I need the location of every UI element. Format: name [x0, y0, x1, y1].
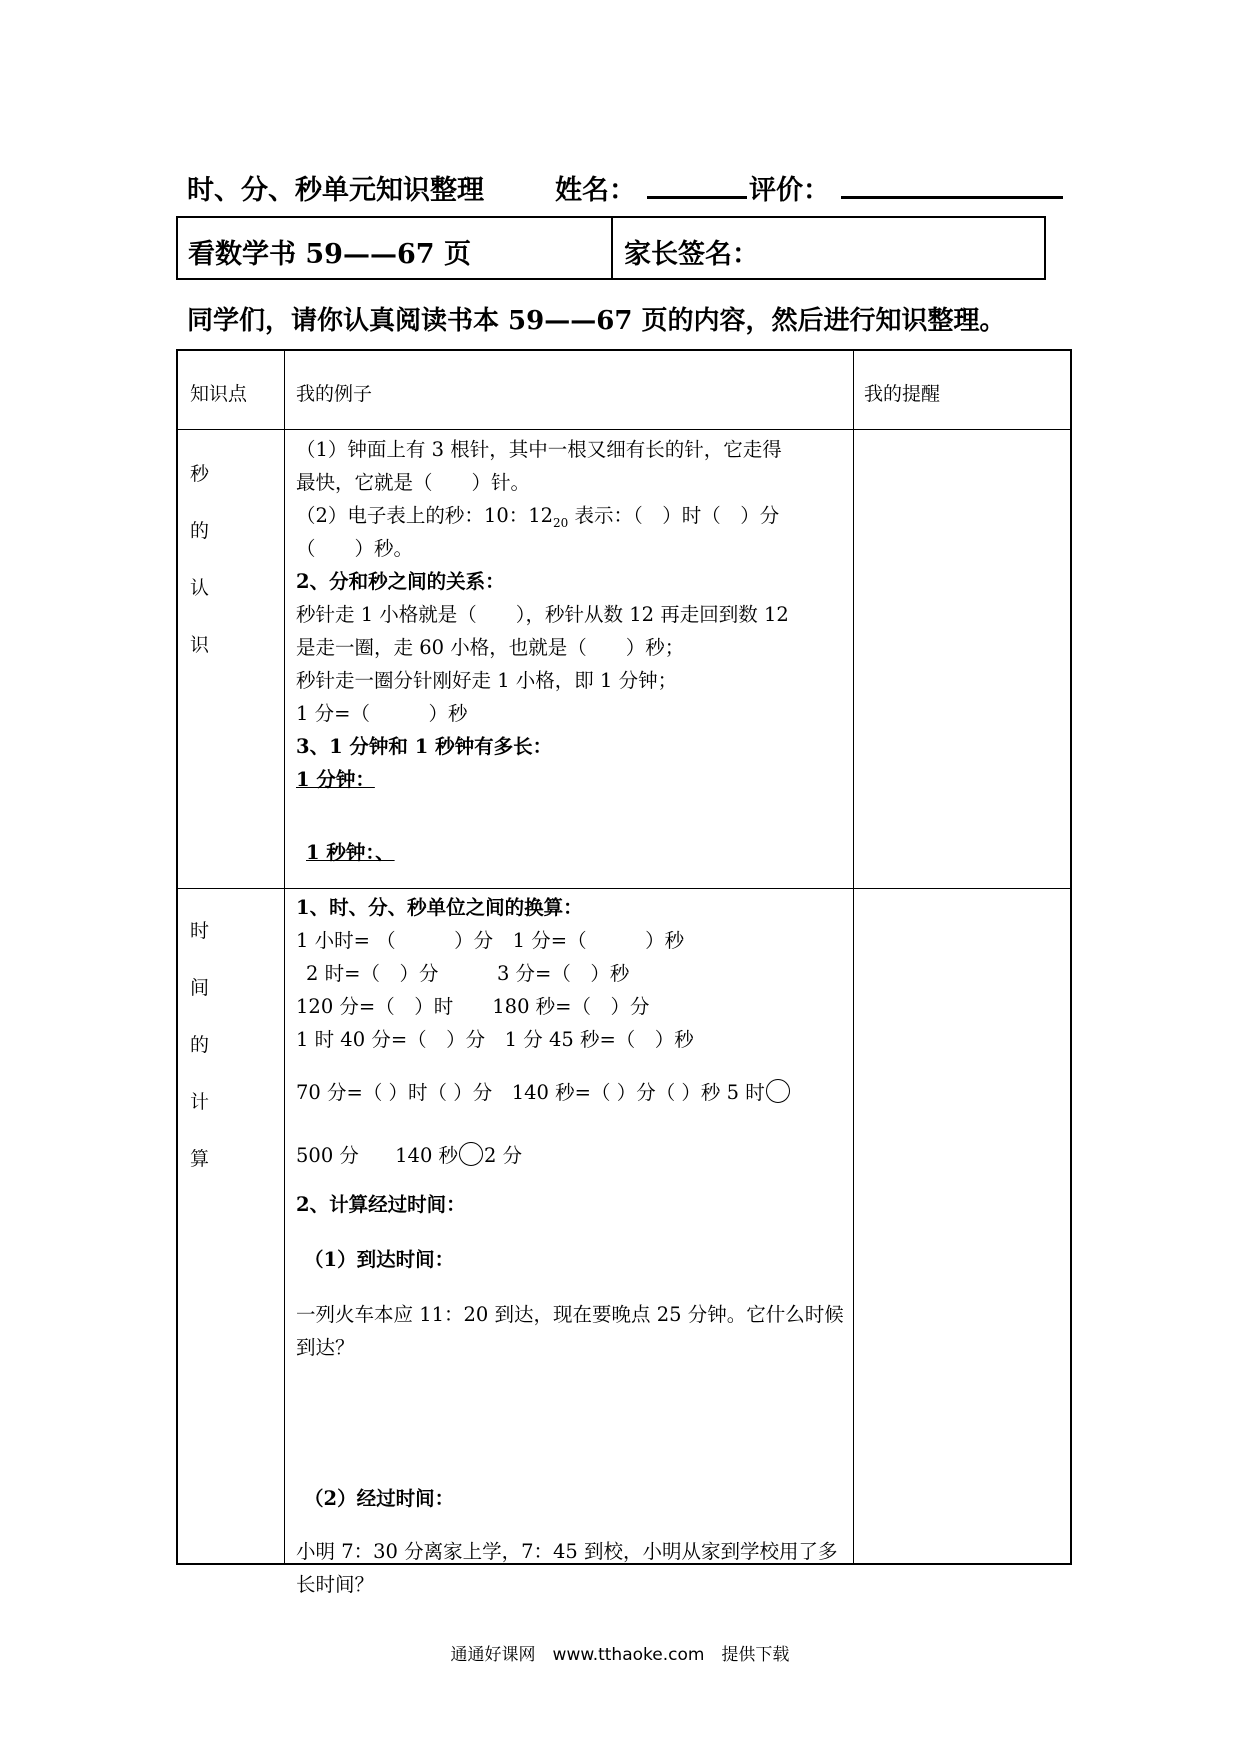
list-item: 500 分 140 秒 2 分 [296, 1144, 523, 1167]
page-title-row [187, 160, 1067, 210]
section-seconds-content [296, 433, 854, 869]
list-item: 1 分=（ ）秒 [296, 702, 468, 725]
list-item: 70 分=（ ）时（ ）分 140 秒=（ ）分（ ）秒 5 时 [296, 1076, 854, 1109]
header-my-reminder: 我的提醒 [864, 383, 941, 405]
name-blank[interactable] [647, 196, 747, 199]
list-item: 一列火车本应 11：20 到达，现在要晚点 25 分钟。它什么时候到达？ [296, 1303, 844, 1359]
info-box [176, 216, 1046, 280]
list-item: （1）钟面上有 3 根针，其中一根又细有长的针，它走得 [296, 438, 782, 461]
list-item: 小明 7：30 分离家上学，7：45 到校，小明从家到学校用了多长时间？ [296, 1540, 838, 1596]
list-item: 是走一圈，走 60 小格，也就是（ ）秒； [296, 636, 685, 659]
info-divider [611, 218, 613, 278]
list-item: 2 时=（ ）分 3 分=（ ）秒 [306, 962, 630, 985]
row-divider [178, 429, 1070, 430]
list-item: 最快，它就是（ ）针。 [296, 471, 531, 494]
header-my-example: 我的例子 [296, 383, 373, 405]
section-label-time-calc: 时 间 的 计 算 [190, 920, 210, 1170]
list-item: （2）经过时间： [304, 1487, 455, 1510]
list-item: 秒针走 1 小格就是（ ），秒针从数 12 再走回到数 12 [296, 603, 789, 626]
compare-circle[interactable] [459, 1142, 483, 1166]
list-item: 3、1 分钟和 1 秒钟有多长： [296, 735, 553, 758]
parent-signature-label: 家长签名： [624, 239, 759, 270]
list-item: 1 秒钟：、 [306, 841, 395, 864]
intro-text: 同学们，请你认真阅读书本 59——67 页的内容，然后进行知识整理。 [187, 306, 1006, 336]
row-divider [178, 888, 1070, 889]
list-item: 120 分=（ ）时 180 秒=（ ）分 [296, 995, 650, 1018]
evaluation-label: 评价： [749, 175, 830, 206]
header-knowledge-point: 知识点 [190, 383, 248, 405]
knowledge-table [176, 349, 1072, 1596]
list-item: 1 时 40 分=（ ）分 1 分 45 秒=（ ）秒 [296, 1028, 694, 1051]
list-item: 1 分钟： [296, 768, 375, 791]
evaluation-blank[interactable] [841, 196, 1063, 199]
book-pages: 看数学书 59——67 页 [188, 239, 471, 270]
list-item: （1）到达时间： [304, 1248, 455, 1271]
list-item: 2、分和秒之间的关系： [296, 570, 505, 593]
list-item: （2）电子表上的秒：10：$12_{20}$ 表示：（ ）时（ ）分 [296, 504, 780, 530]
list-item: 秒针走一圈分针刚好走 1 小格，即 1 分钟； [296, 669, 678, 692]
section-label-seconds: 秒 的 认 识 [190, 463, 210, 656]
name-label: 姓名： [555, 175, 636, 206]
column-divider [284, 351, 285, 1563]
compare-circle[interactable] [766, 1079, 790, 1103]
footer-text: 通通好课网 www.tthaoke.com 提供下载 [450, 1645, 790, 1665]
page-title: 时、分、秒单元知识整理 [187, 175, 484, 206]
list-item: 2、计算经过时间： [296, 1193, 466, 1216]
list-item: （ ）秒。 [296, 537, 414, 560]
section-time-calc-content [296, 891, 854, 1601]
list-item: 1、时、分、秒单位之间的换算： [296, 896, 583, 919]
list-item: 1 小时= （ ）分 1 分=（ ）秒 [296, 929, 685, 952]
